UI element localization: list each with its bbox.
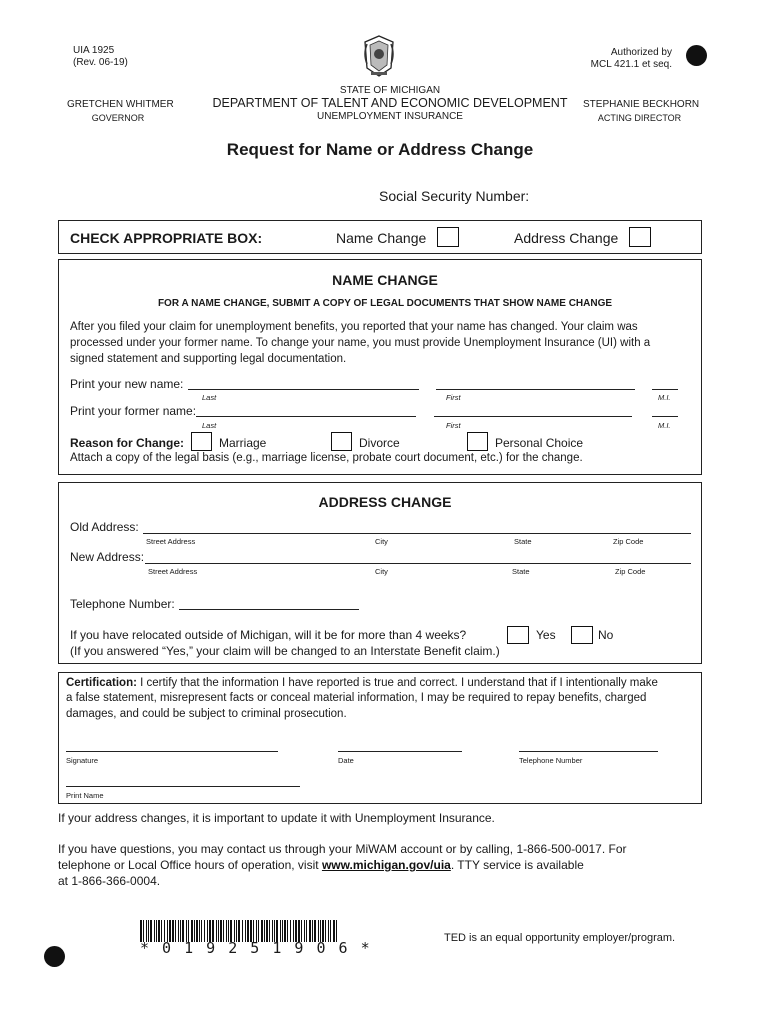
department-name: DEPARTMENT OF TALENT AND ECONOMIC DEVELOPMENT [212,96,568,110]
new-state-caption: State [512,567,530,576]
relocate-no-label: No [598,628,614,642]
name-change-option-label: Name Change [336,230,427,246]
address-change-checkbox[interactable] [629,227,651,247]
authorized-statute: MCL 421.1 et seq. [590,59,672,70]
old-street-caption: Street Address [146,537,196,546]
telephone-label: Telephone Number: [70,597,175,611]
print-name-caption: Print Name [66,791,104,800]
certification-label: Certification: [66,677,137,689]
relocate-question: If you have relocated outside of Michigan, will it be for more than 4 weeks? [70,628,467,642]
questions-line-2 [58,858,584,872]
director-title: ACTING DIRECTOR [597,113,682,123]
new-zip-caption: Zip Code [615,567,646,576]
relocate-yes-checkbox[interactable] [507,626,529,644]
reason-divorce-checkbox[interactable] [331,432,352,451]
reason-marriage-label: Marriage [219,436,267,450]
name-change-intro-3: signed statement and supporting legal documentation. [70,353,347,365]
old-state-caption: State [514,537,532,546]
old-address-label: Old Address: [70,520,139,534]
new-address-input[interactable] [145,563,691,564]
certification-text-2: a false statement, misrepresent facts or conceal material information, I may be required to repay benefits, charged [66,692,647,704]
old-address-input[interactable] [143,533,691,534]
attach-note: Attach a copy of the legal basis (e.g., marriage license, probate court document, etc.) for the change. [70,452,583,464]
division-name: UNEMPLOYMENT INSURANCE [317,111,463,122]
name-change-intro-2: processed under your former name. To change your name, you must provide Unemployment Insurance (UI) with a [70,337,651,349]
former-name-last-input[interactable] [196,416,416,417]
questions-line-3: at 1-866-366-0004. [58,874,161,888]
relocate-yes-label: Yes [536,628,556,642]
former-name-first-input[interactable] [434,416,632,417]
uia-website-link[interactable]: www.michigan.gov/uia [321,858,451,872]
barcode-text: * 0 1 9 2 5 1 9 0 6 * [140,939,372,957]
name-change-subheading: FOR A NAME CHANGE, SUBMIT A COPY OF LEGAL DOCUMENTS THAT SHOW NAME CHANGE [157,298,613,309]
page-title: Request for Name or Address Change [226,140,534,159]
state-name: STATE OF MICHIGAN [339,85,441,96]
signature-input[interactable] [66,751,278,752]
governor-name: GRETCHEN WHITMER [67,99,174,110]
address-change-heading: ADDRESS CHANGE [318,494,452,510]
new-name-last-caption: Last [202,393,217,402]
relocate-note: (If you answered “Yes,” your claim will be changed to an Interstate Benefit claim.) [70,644,500,658]
certification-text-1 [66,677,658,689]
registration-mark-top [686,45,707,66]
update-note: If your address changes, it is important to update it with Unemployment Insurance. [58,811,495,825]
state-seal-icon [361,34,397,78]
reason-personal-choice-label: Personal Choice [495,436,584,450]
new-name-mi-caption: M.I. [658,393,671,402]
print-name-input[interactable] [66,786,300,787]
former-name-mi-input[interactable] [652,416,678,417]
authorized-by: Authorized by [610,47,672,58]
cert-telephone-input[interactable] [519,751,658,752]
governor-title: GOVERNOR [91,113,145,123]
name-change-checkbox[interactable] [437,227,459,247]
reason-divorce-label: Divorce [359,436,400,450]
reason-personal-choice-checkbox[interactable] [467,432,488,451]
certification-line-1: I certify that the information I have reported is true and correct. I understand that if I intentionally make [140,677,658,689]
new-name-first-caption: First [446,393,461,402]
questions-line-2-pre: telephone or Local Office hours of operation, visit [58,858,322,872]
new-name-last-input[interactable] [188,389,419,390]
questions-line-2-post: . TTY service is available [450,858,584,872]
former-name-mi-caption: M.I. [658,421,671,430]
name-change-intro-1: After you filed your claim for unemployment benefits, you reported that your name has changed. Your claim was [70,321,638,333]
former-name-label: Print your former name: [70,404,197,418]
date-input[interactable] [338,751,462,752]
check-box-label: CHECK APPROPRIATE BOX: [70,230,263,246]
old-city-caption: City [375,537,388,546]
reason-marriage-checkbox[interactable] [191,432,212,451]
date-caption: Date [338,756,354,765]
old-zip-caption: Zip Code [613,537,644,546]
new-name-first-input[interactable] [436,389,635,390]
address-change-option-label: Address Change [514,230,619,246]
reason-label: Reason for Change: [70,436,185,450]
director-name: STEPHANIE BECKHORN [583,99,700,110]
certification-text-3: damages, and could be subject to criminal prosecution. [66,708,347,720]
equal-opportunity-note: TED is an equal opportunity employer/program. [444,932,676,944]
new-city-caption: City [375,567,388,576]
former-name-last-caption: Last [202,421,217,430]
relocate-no-checkbox[interactable] [571,626,593,644]
signature-caption: Signature [66,756,99,765]
form-revision: (Rev. 06-19) [73,57,128,68]
questions-line-1: If you have questions, you may contact us through your MiWAM account or by calling, 1-866-500-0017. For [58,842,627,856]
cert-telephone-caption: Telephone Number [519,756,583,765]
name-change-heading: NAME CHANGE [332,272,438,288]
new-street-caption: Street Address [148,567,198,576]
new-name-label: Print your new name: [70,377,184,391]
ssn-label: Social Security Number: [379,188,530,204]
registration-mark-bottom [44,946,65,967]
telephone-input[interactable] [179,609,359,610]
form-id: UIA 1925 [73,45,115,56]
new-address-label: New Address: [70,550,145,564]
former-name-first-caption: First [446,421,461,430]
new-name-mi-input[interactable] [652,389,678,390]
